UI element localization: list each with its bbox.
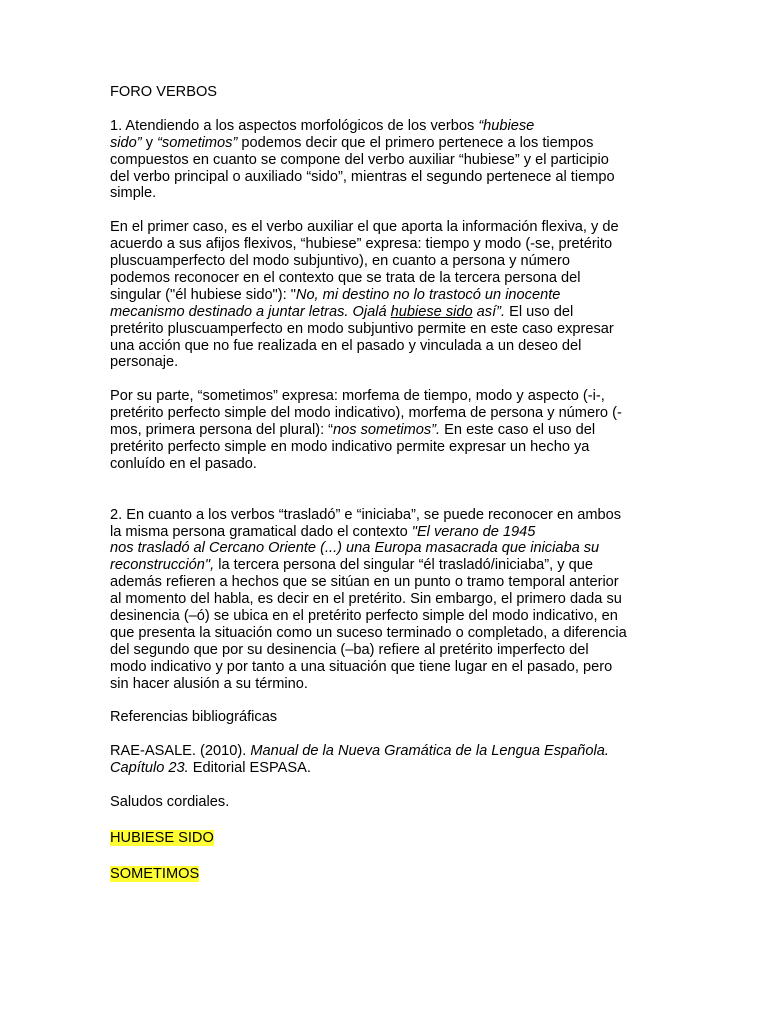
p4-line: al momento del habla, es decir en el pretérito. Sin embargo, el primero dada su xyxy=(110,591,622,608)
p2-line: En el primer caso, es el verbo auxiliar el que aporta la información flexiva, y de xyxy=(110,219,619,236)
p3-line: pretérito perfecto simple del modo indicativo), morfema de persona y número (- xyxy=(110,405,622,422)
p1-italic: “sometimos” xyxy=(157,134,238,151)
p3-italic: nos sometimos”. xyxy=(333,422,441,439)
p1-text: y xyxy=(141,134,158,151)
document-page xyxy=(110,84,670,883)
p3-line: pretérito perfecto simple en modo indicativo permite expresar un hecho ya xyxy=(110,438,590,455)
p2-quote-italic: mecanismo destinado a juntar letras. Ojalá xyxy=(110,303,391,320)
ref-author: RAE-ASALE. (2010). xyxy=(110,743,251,760)
closing-text: Saludos cordiales. xyxy=(110,793,230,810)
p4-line: sin hacer alusión a su término. xyxy=(110,675,308,692)
p1-text: podemos decir que el primero pertenece a los tiempos xyxy=(237,134,594,151)
highlighted-text: HUBIESE SIDO xyxy=(110,829,214,846)
p4-text: la tercera persona del singular “él trasladó/iniciaba”, y que xyxy=(214,557,593,574)
paragraph-1 xyxy=(110,118,670,203)
p1-line: del verbo principal o auxiliado “sido”, mientras el segundo pertenece al tiempo xyxy=(110,168,615,185)
p4-text: la misma persona gramatical dado el contexto xyxy=(110,523,412,540)
p2-line: acuerdo a sus afijos flexivos, “hubiese” expresa: tiempo y modo (-se, pretérito xyxy=(110,236,613,253)
p4-line: del segundo que por su desinencia (–ba) refiere al pretérito imperfecto del xyxy=(110,641,589,658)
p3-line: conluído en el pasado. xyxy=(110,455,257,472)
p1-text: 1. Atendiendo a los aspectos morfológicos de los verbos xyxy=(110,117,479,134)
p3-text: En este caso el uso del xyxy=(440,422,596,439)
p4-line: desinencia (–ó) se ubica en el pretérito perfecto simple del modo indicativo, en xyxy=(110,608,618,625)
p2-line: una acción que no fue realizada en el pasado y vinculada a un deseo del xyxy=(110,337,582,354)
p3-text: mos, primera persona del plural): “ xyxy=(110,422,334,439)
references-heading xyxy=(110,709,670,726)
closing-line xyxy=(110,794,670,811)
p4-line: además refieren a hechos que se sitúan en un punto o tramo temporal anterior xyxy=(110,574,619,591)
paragraph-3 xyxy=(110,388,670,473)
p4-line: que presenta la situación como un suceso terminado o completado, a diferencia xyxy=(110,624,627,641)
p2-quote-italic: así”. xyxy=(472,303,506,320)
page-title xyxy=(110,84,670,101)
paragraph-2 xyxy=(110,219,670,371)
p4-line: modo indicativo y por tanto a una situación que tiene lugar en el pasado, pero xyxy=(110,658,613,675)
p4-italic: reconstrucción", xyxy=(110,557,215,574)
p2-line: podemos reconocer en el contexto que se trata de la tercera persona del xyxy=(110,269,581,286)
ref-publisher: Editorial ESPASA. xyxy=(188,760,311,777)
p1-italic: “hubiese xyxy=(478,117,535,134)
p3-line: Por su parte, “sometimos” expresa: morfema de tiempo, modo y aspecto (-i-, xyxy=(110,388,605,405)
p2-line: pretérito pluscuamperfecto en modo subjuntivo permite en este caso expresar xyxy=(110,320,614,337)
p4-italic-line: nos trasladó al Cercano Oriente (...) una Europa masacrada que iniciaba su xyxy=(110,540,600,557)
reference-entry xyxy=(110,743,670,777)
p1-line: simple. xyxy=(110,185,157,202)
highlight-sometimos xyxy=(110,866,670,883)
p1-italic: sido” xyxy=(110,134,142,151)
p2-text: El uso del xyxy=(505,303,574,320)
p1-line: compuestos en cuanto se compone del verbo auxiliar “hubiese” y el participio xyxy=(110,151,609,168)
p2-text: singular ("él hubiese sido"): " xyxy=(110,286,296,303)
highlighted-text: SOMETIMOS xyxy=(110,865,200,882)
p4-italic: "El verano de 1945 xyxy=(411,523,536,540)
ref-title: Manual de la Nueva Gramática de la Lengua Española. xyxy=(250,743,609,760)
p2-line: pluscuamperfecto del modo subjuntivo), en cuanto a persona y número xyxy=(110,253,570,270)
ref-chapter: Capítulo 23. xyxy=(110,760,189,777)
highlight-hubiese-sido xyxy=(110,830,670,847)
p2-quote-italic: No, mi destino no lo trastocó un inocente xyxy=(295,286,561,303)
paragraph-4 xyxy=(110,507,670,693)
p2-underlined-verb: hubiese sido xyxy=(390,303,473,320)
p2-line: personaje. xyxy=(110,354,179,371)
title-text: FORO VERBOS xyxy=(110,84,218,100)
references-heading-text: Referencias bibliográficas xyxy=(110,709,278,726)
p4-line: 2. En cuanto a los verbos “trasladó” e “iniciaba”, se puede reconocer en ambos xyxy=(110,506,622,523)
